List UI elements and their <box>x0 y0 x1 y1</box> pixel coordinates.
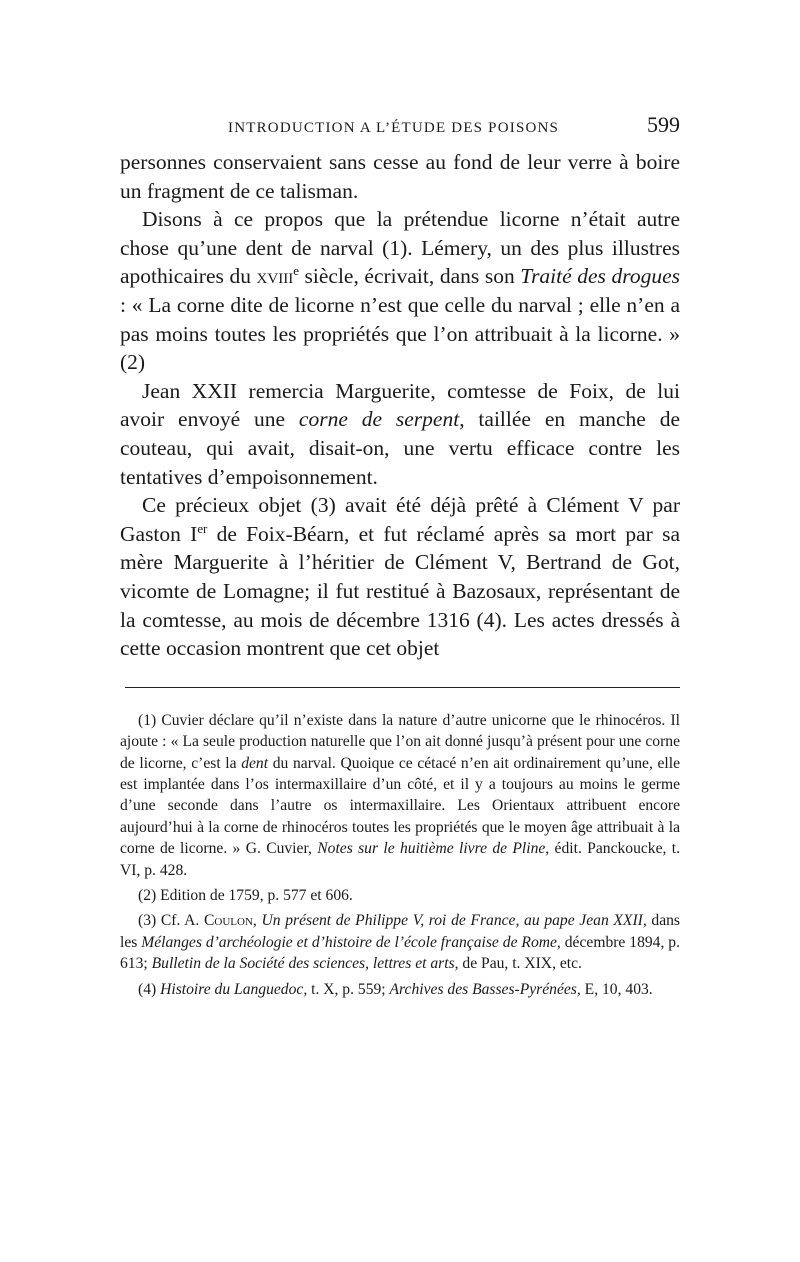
footnote-2: (2) Edition de 1759, p. 577 et 606. <box>138 886 353 904</box>
footnote-3: (3) Cf. A. Coulon, Un présent de Philippe V, roi de France, au pape Jean XXII, dans les Mélanges d’archéologie et d’histoire de l’école française de Rome, décembre 1894, p. 613; Bulletin de la Société des sciences, lettres et arts, de Pau, t. XIX, etc. <box>120 912 681 973</box>
paragraph-4: Ce précieux objet (3) avait été déjà prêté à Clément V par Gaston Ier de Foix-Béarn, et fut réclamé après sa mort par sa mère Marguerite à l’héritier de Clément V, Bertrand de Got, vicomte de Lomagne; il fut restitué à Bazosaux, représentant de la comtesse, au mois de décembre 1316 (4). Les actes dressés à cette occasion montrent que cet objet <box>120 493 680 661</box>
paragraph-3: Jean XXII remercia Marguerite, comtesse de Foix, de lui avoir envoyé une corne de serpent, taillée en manche de couteau, qui avait, disait-on, une vertu efficace contre les tentatives d’empoisonnement. <box>120 378 680 489</box>
footnote-rule <box>125 687 680 688</box>
footnote-4: (4) Histoire du Languedoc, t. X, p. 559; Archives des Basses-Pyrénées, E, 10, 403. <box>138 980 653 998</box>
running-title: INTRODUCTION A L’ÉTUDE DES POISONS <box>228 120 560 136</box>
page-number: 599 <box>647 112 680 137</box>
running-head <box>120 112 680 146</box>
book-title-traite: Traité des drogues <box>520 264 680 289</box>
footnotes <box>120 710 680 1000</box>
book-page <box>120 112 680 1004</box>
footnote-1: (1) Cuvier déclare qu’il n’existe dans la nature d’autre unicorne que le rhinocéros. Il ajoute : « La seule production naturelle que l’on ait donné jusqu’à présent pour une corne de licorne, c’est la dent du narval. Quoique ce cétacé n’en ait ordinairement qu’une, elle est implantée dans l’os intermaxillaire d’un côté, et il y a toujours au moins le germe d’une seconde dans l’autre os intermaxillaire. Les Orientaux attribuent encore aujourd’hui à la corne de rhinocéros toutes les propriétés que le moyen âge attribuait à la corne de licorne. » G. Cuvier, Notes sur le huitième livre de Pline, édit. Panckoucke, t. VI, p. 428. <box>120 711 680 879</box>
italic-corne-de-serpent: corne de serpent <box>298 407 460 432</box>
paragraph-1: personnes conservaient sans cesse au fond de leur verre à boire un fragment de ce talisman. <box>120 150 680 203</box>
main-text <box>120 148 680 663</box>
paragraph-2: Disons à ce propos que la prétendue licorne n’était autre chose qu’une dent de narval (1). Lémery, un des plus illustres apothicaires du xviii$^e$ siècle, écrivait, dans son Traité des drogues : « La corne dite de licorne n’est que celle du narval ; elle n’en a pas moins toutes les propriétés que l’on attribuait à la licorne. » (2) <box>120 207 680 375</box>
century-numeral: xviii <box>256 264 294 289</box>
